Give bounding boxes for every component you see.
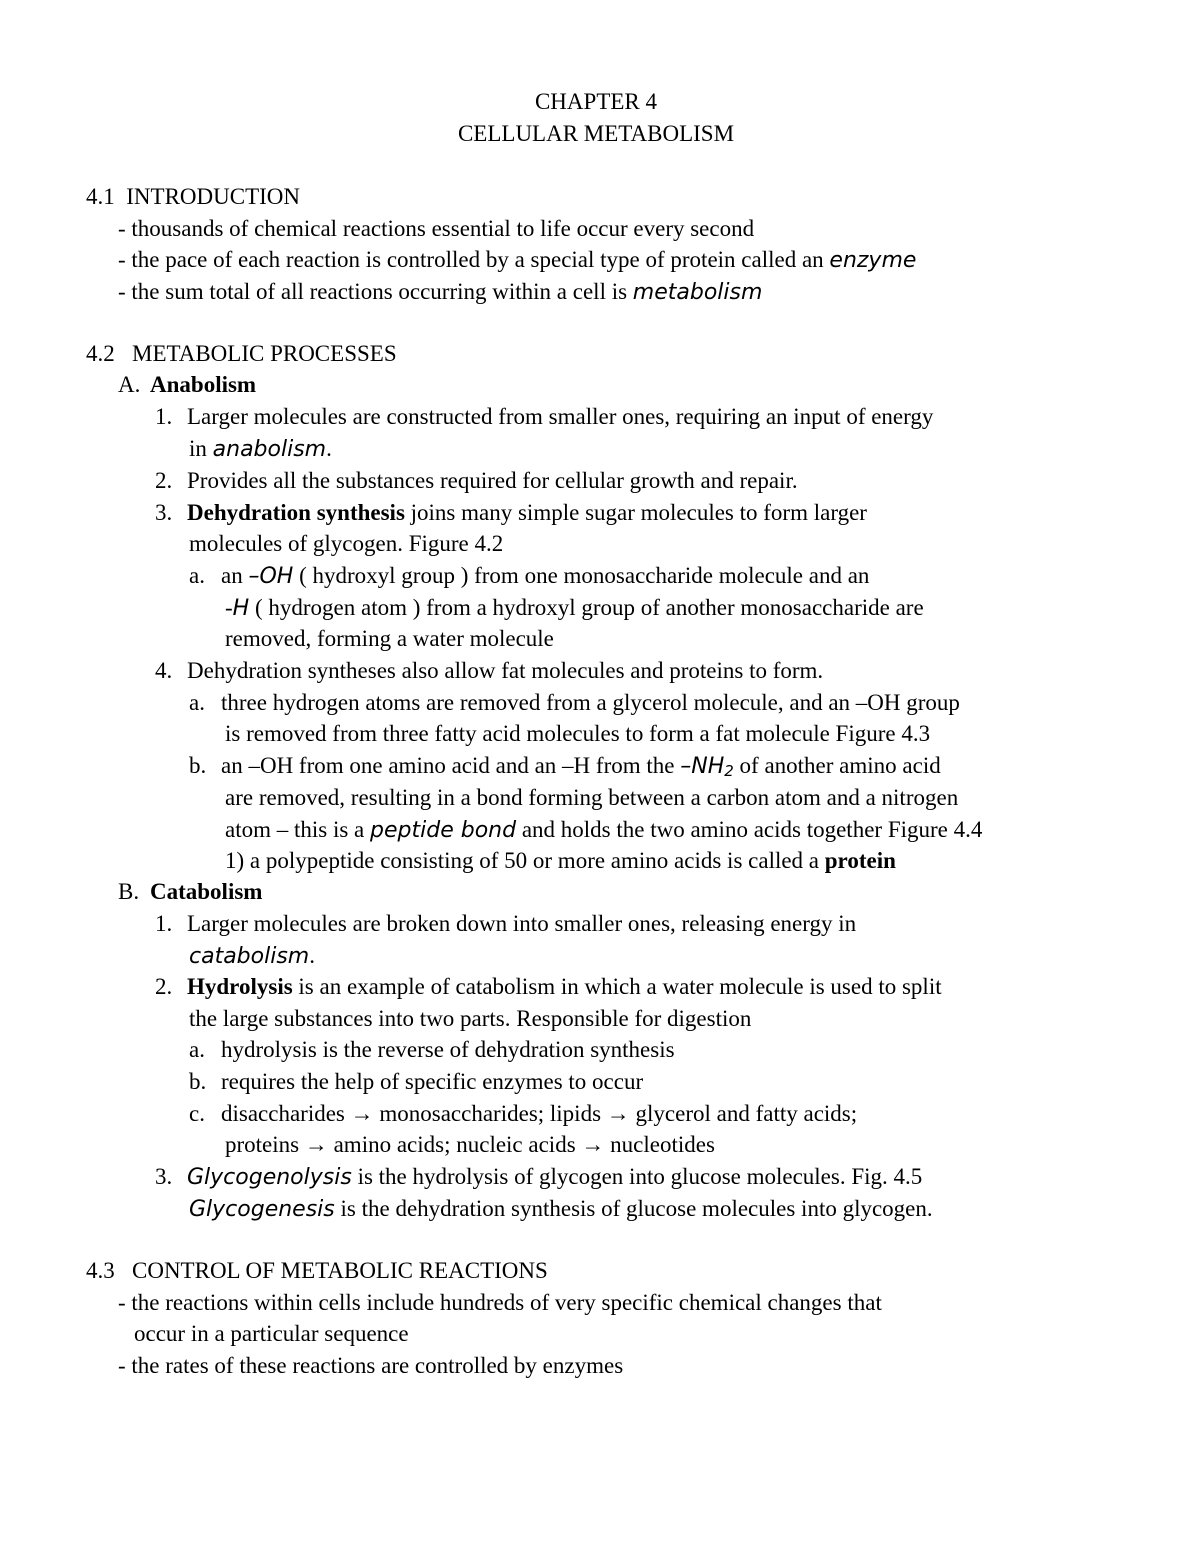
anabolism-item-3a-cont bbox=[225, 592, 924, 624]
anabolism-item-1 bbox=[155, 401, 933, 432]
section-title: METABOLIC PROCESSES bbox=[132, 341, 397, 366]
subsection-b-heading bbox=[118, 876, 262, 907]
item-text: 1) a polypeptide consisting of 50 or more amino acids is called a bbox=[225, 848, 825, 873]
subsection-a-heading bbox=[118, 369, 256, 400]
intro-bullet-3 bbox=[118, 276, 762, 308]
section-title: INTRODUCTION bbox=[126, 184, 301, 209]
item-text: Larger molecules are constructed from smaller ones, requiring an input of energy bbox=[187, 404, 934, 429]
term-glycogenolysis: Glycogenolysis bbox=[187, 1165, 352, 1190]
term-enzyme: enzyme bbox=[829, 248, 917, 273]
catabolism-item-3 bbox=[155, 1161, 922, 1193]
term-peptide-bond: peptide bond bbox=[370, 818, 517, 843]
chapter-number: CHAPTER 4 bbox=[534, 89, 658, 114]
item-letter: b. bbox=[189, 753, 207, 778]
item-text: in bbox=[189, 436, 213, 461]
catabolism-item-3-cont bbox=[189, 1193, 933, 1225]
item-text: Dehydration syntheses also allow fat molecules and proteins to form. bbox=[187, 658, 824, 683]
term-hydroxyl: –OH bbox=[248, 564, 294, 589]
item-letter: b. bbox=[189, 1069, 207, 1094]
section-4-1-heading bbox=[86, 181, 300, 212]
section-number: 4.2 bbox=[86, 341, 115, 366]
item-text: hydrolysis is the reverse of dehydration synthesis bbox=[221, 1037, 675, 1062]
catabolism-item-2b bbox=[189, 1066, 643, 1097]
anabolism-item-4b-cont: are removed, resulting in a bond forming between a carbon atom and a nitrogen bbox=[225, 785, 959, 810]
bullet-text: - the sum total of all reactions occurring within a cell is bbox=[118, 279, 633, 304]
anabolism-item-4b-sub-1 bbox=[225, 845, 896, 876]
item-text: is the dehydration synthesis of glucose molecules into glycogen. bbox=[334, 1196, 933, 1221]
chapter-title: CELLULAR METABOLISM bbox=[457, 121, 735, 146]
intro-bullet-2 bbox=[118, 244, 916, 276]
subscript: 2 bbox=[724, 762, 734, 780]
term-protein: protein bbox=[824, 848, 896, 873]
anabolism-item-4 bbox=[155, 655, 823, 686]
catabolism-item-2-cont: the large substances into two parts. Responsible for digestion bbox=[189, 1006, 752, 1031]
item-number: 2. bbox=[155, 974, 173, 999]
item-text: - bbox=[225, 595, 233, 620]
section-number: 4.1 bbox=[86, 184, 115, 209]
term-anabolism: anabolism bbox=[212, 437, 327, 462]
term-amino-group: –NH bbox=[680, 754, 725, 779]
item-text: atom – this is a bbox=[225, 817, 371, 842]
catabolism-item-1 bbox=[155, 908, 856, 939]
item-text: ( hydroxyl group ) from one monosaccharide molecule and an bbox=[293, 563, 870, 588]
anabolism-item-4a-cont: is removed from three fatty acid molecules to form a fat molecule Figure 4.3 bbox=[225, 721, 931, 746]
item-text: ( hydrogen atom ) from a hydroxyl group of another monosaccharide are bbox=[249, 595, 924, 620]
item-number: 4. bbox=[155, 658, 173, 683]
control-bullet-1-cont: occur in a particular sequence bbox=[134, 1321, 409, 1346]
anabolism-item-3 bbox=[155, 497, 867, 528]
catabolism-item-2 bbox=[155, 971, 942, 1002]
subsection-title: Anabolism bbox=[150, 372, 257, 397]
catabolism-item-2c-cont: proteins → amino acids; nucleic acids → nucleotides bbox=[225, 1132, 715, 1157]
item-text: an bbox=[221, 563, 249, 588]
item-text: an –OH from one amino acid and an –H from the bbox=[221, 753, 681, 778]
item-number: 1. bbox=[155, 911, 173, 936]
section-number: 4.3 bbox=[86, 1258, 115, 1283]
term-hydrolysis: Hydrolysis bbox=[187, 974, 293, 999]
item-number: 3. bbox=[155, 500, 173, 525]
anabolism-item-1-cont bbox=[189, 433, 332, 465]
term-catabolism: catabolism bbox=[189, 944, 310, 969]
item-letter: c. bbox=[189, 1101, 205, 1126]
section-title: CONTROL OF METABOLIC REACTIONS bbox=[132, 1258, 548, 1283]
bullet-text: - the pace of each reaction is controlled by a special type of protein called an bbox=[118, 247, 830, 272]
anabolism-item-4a bbox=[189, 687, 960, 718]
item-text: joins many simple sugar molecules to form larger bbox=[404, 500, 867, 525]
anabolism-item-3a-cont-2: removed, forming a water molecule bbox=[225, 626, 554, 651]
section-4-3-heading bbox=[86, 1255, 548, 1286]
item-text: requires the help of specific enzymes to occur bbox=[221, 1069, 644, 1094]
term-metabolism: metabolism bbox=[632, 280, 763, 305]
catabolism-item-2c bbox=[189, 1098, 857, 1129]
item-number: 3. bbox=[155, 1164, 173, 1189]
item-letter: a. bbox=[189, 1037, 205, 1062]
term-glycogenesis: Glycogenesis bbox=[189, 1197, 335, 1222]
subsection-letter: A. bbox=[118, 372, 141, 397]
item-text: three hydrogen atoms are removed from a glycerol molecule, and an –OH group bbox=[221, 690, 960, 715]
catabolism-item-1-cont bbox=[189, 940, 315, 972]
intro-bullet-1: - thousands of chemical reactions essential to life occur every second bbox=[118, 216, 755, 241]
subsection-letter: B. bbox=[118, 879, 140, 904]
anabolism-item-4b-cont-2 bbox=[225, 814, 982, 846]
item-text: disaccharides → monosaccharides; lipids → glycerol and fatty acids; bbox=[221, 1101, 858, 1126]
item-letter: a. bbox=[189, 563, 205, 588]
term-hydrogen: H bbox=[232, 596, 250, 621]
control-bullet-1: - the reactions within cells include hundreds of very specific chemical changes that bbox=[118, 1290, 882, 1315]
section-4-2-heading bbox=[86, 338, 397, 369]
item-text: . bbox=[309, 943, 315, 968]
item-text: Provides all the substances required for cellular growth and repair. bbox=[187, 468, 798, 493]
catabolism-item-2a bbox=[189, 1034, 675, 1065]
term-dehydration-synthesis: Dehydration synthesis bbox=[187, 500, 405, 525]
item-text: is an example of catabolism in which a water molecule is used to split bbox=[292, 974, 942, 999]
anabolism-item-3-cont: molecules of glycogen. Figure 4.2 bbox=[189, 531, 504, 556]
item-text: of another amino acid bbox=[733, 753, 941, 778]
item-text: Larger molecules are broken down into smaller ones, releasing energy in bbox=[187, 911, 857, 936]
item-text: and holds the two amino acids together Figure 4.4 bbox=[516, 817, 983, 842]
item-letter: a. bbox=[189, 690, 205, 715]
item-text: is the hydrolysis of glycogen into glucose molecules. Fig. 4.5 bbox=[351, 1164, 923, 1189]
anabolism-item-3a bbox=[189, 560, 869, 592]
subsection-title: Catabolism bbox=[150, 879, 263, 904]
anabolism-item-2 bbox=[155, 465, 798, 496]
item-number: 1. bbox=[155, 404, 173, 429]
control-bullet-2: - the rates of these reactions are controlled by enzymes bbox=[118, 1353, 624, 1378]
item-number: 2. bbox=[155, 468, 173, 493]
item-text: . bbox=[326, 436, 332, 461]
